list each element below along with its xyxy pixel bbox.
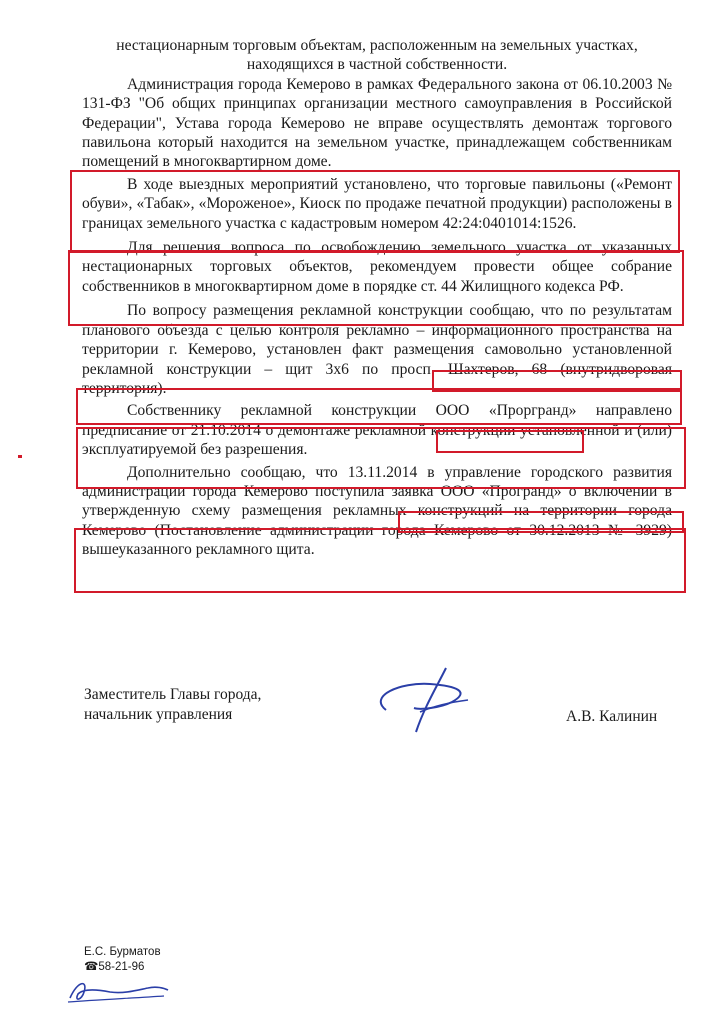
paragraph-advertising: По вопросу размещения рекламной конструкции сообщаю, что по результатам планового объезда с целью контроля рекламно – информационного пространства на территории г. Кемерово, установлен факт размещения самовольно установленной рекламной конструкции – щит 3х6 по просп. Шахтеров, 68 (внутридворовая территория). <box>82 302 672 397</box>
executor-signature <box>64 972 174 1008</box>
executor-phone: ☎58-21-96 <box>84 961 145 973</box>
paragraph-inspection: В ходе выездных мероприятий установлено, что торговые павильоны («Ремонт обуви», «Табак», «Мороженое», Киоск по продаже печатной продукции) расположены в границах земельного участка с кадастровым номером 42:24:0401014:1526. <box>82 175 672 232</box>
handwritten-signature <box>360 662 500 742</box>
highlight-box-prescription <box>76 427 686 489</box>
highlight-box-scheme <box>74 528 686 593</box>
highlight-box-recommendation <box>68 250 684 326</box>
signatory-position-line2: начальник управления <box>84 706 233 723</box>
signatory-name: А.В. Калинин <box>566 708 658 725</box>
margin-mark <box>18 455 22 458</box>
executor-name: Е.С. Бурматов <box>84 946 161 958</box>
paragraph-recommendation: Для решения вопроса по освобождению земельного участка от указанных нестационарных торговых объектов, рекомендуем провести общее собрание собственников в многоквартирном доме в порядке ст. 44 Жилищного кодекса РФ. <box>82 239 672 295</box>
highlight-box-inspection <box>70 170 680 253</box>
paragraph-authority: Администрация города Кемерово в рамках Федерального закона от 06.10.2003 № 131-ФЗ "Об общих принципах организации местного самоуправления в Российской Федерации", Устава города Кемерово не вправе осуществлять демонтаж торгового павильона который находится на земельном участке, принадлежащем собственникам помещений в многоквартирном доме. <box>82 75 672 171</box>
paragraph-application: Дополнительно сообщаю, что 13.11.2014 в управление городского развития администрации города Кемерово поступила заявка ООО «Програнд» о включении в утвержденную схему размещения рекламных конструкций на территории города Кемерово (Постановление администрации города Кемерово от 30.12.2013 № 3929) вышеуказанного рекламного щита. <box>82 463 672 559</box>
signatory-position-line1: Заместитель Главы города, <box>84 686 262 703</box>
paragraph-continuation: нестационарным торговым объектам, расположенным на земельных участках, находящихся в частной собственности. <box>116 37 638 74</box>
paragraph-prescription: Собственнику рекламной конструкции ООО «Проргранд» направлено предписание от 21.10.2014 о демонтаже рекламной конструкции установленной и (или) эксплуатируемой без разрешения. <box>82 402 672 459</box>
highlight-box-construction <box>76 388 682 425</box>
